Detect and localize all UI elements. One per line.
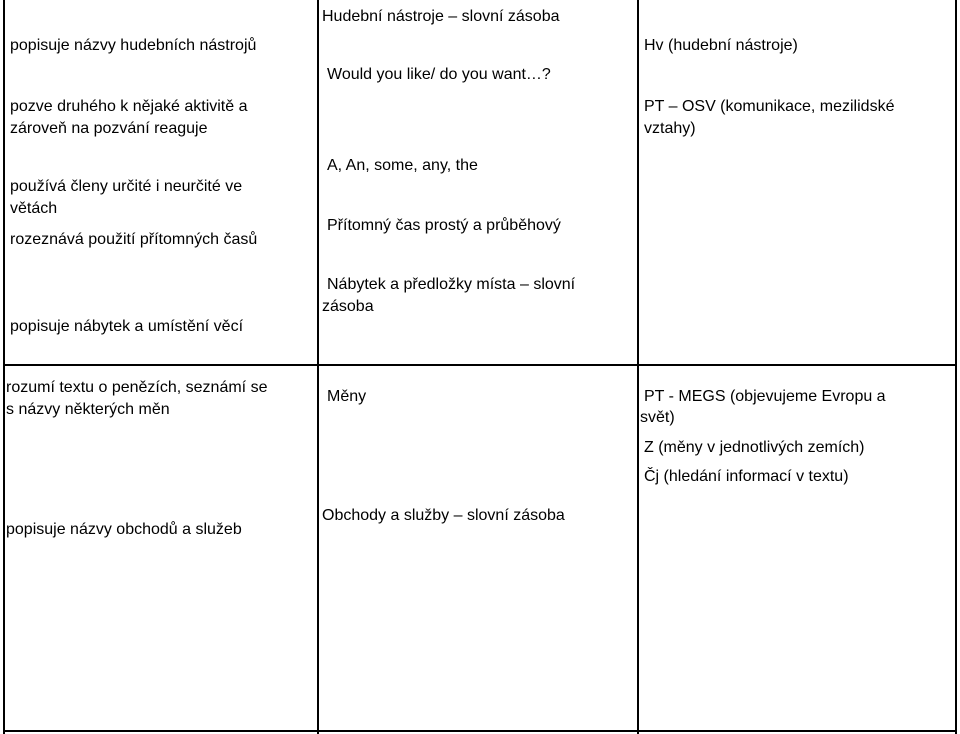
table-border-right [955, 0, 957, 734]
outcome-text: zároveň na pozvání reaguje [10, 120, 208, 137]
topic-text: Nábytek a předložky místa – slovní [327, 276, 576, 293]
outcome-text: s názvy některých měn [6, 401, 170, 418]
topic-text: Would you like/ do you want…? [327, 66, 551, 83]
crosscurricular-text: Z (měny v jednotlivých zemích) [644, 439, 865, 456]
row-divider [3, 364, 957, 366]
topic-text: Měny [327, 388, 367, 405]
table-border-bottom [3, 730, 957, 732]
topic-text: Přítomný čas prostý a průběhový [327, 217, 561, 234]
outcome-text: rozeznává použití přítomných časů [10, 231, 258, 248]
column-divider-1 [317, 0, 319, 734]
outcome-text: popisuje nábytek a umístění věcí [10, 318, 244, 335]
outcome-text: rozumí textu o penězích, seznámí se [6, 379, 268, 396]
crosscurricular-text: svět) [640, 409, 675, 426]
topic-text: Hudební nástroje – slovní zásoba [322, 8, 560, 25]
crosscurricular-text: PT - MEGS (objevujeme Evropu a [644, 388, 886, 405]
crosscurricular-text: Čj (hledání informací v textu) [644, 468, 849, 485]
outcome-text: pozve druhého k nějaké aktivitě a [10, 98, 248, 115]
crosscurricular-text: Hv (hudební nástroje) [644, 37, 798, 54]
outcome-text: popisuje názvy hudebních nástrojů [10, 37, 257, 54]
topic-text: A, An, some, any, the [327, 157, 478, 174]
outcome-text: větách [10, 200, 58, 217]
topic-text: zásoba [322, 298, 374, 315]
outcome-text: popisuje názvy obchodů a služeb [6, 521, 242, 538]
crosscurricular-text: vztahy) [644, 120, 696, 137]
outcome-text: používá členy určité i neurčité ve [10, 178, 243, 195]
table-border-left [3, 0, 5, 734]
topic-text: Obchody a služby – slovní zásoba [322, 507, 565, 524]
column-divider-2 [637, 0, 639, 734]
crosscurricular-text: PT – OSV (komunikace, mezilidské [644, 98, 895, 115]
